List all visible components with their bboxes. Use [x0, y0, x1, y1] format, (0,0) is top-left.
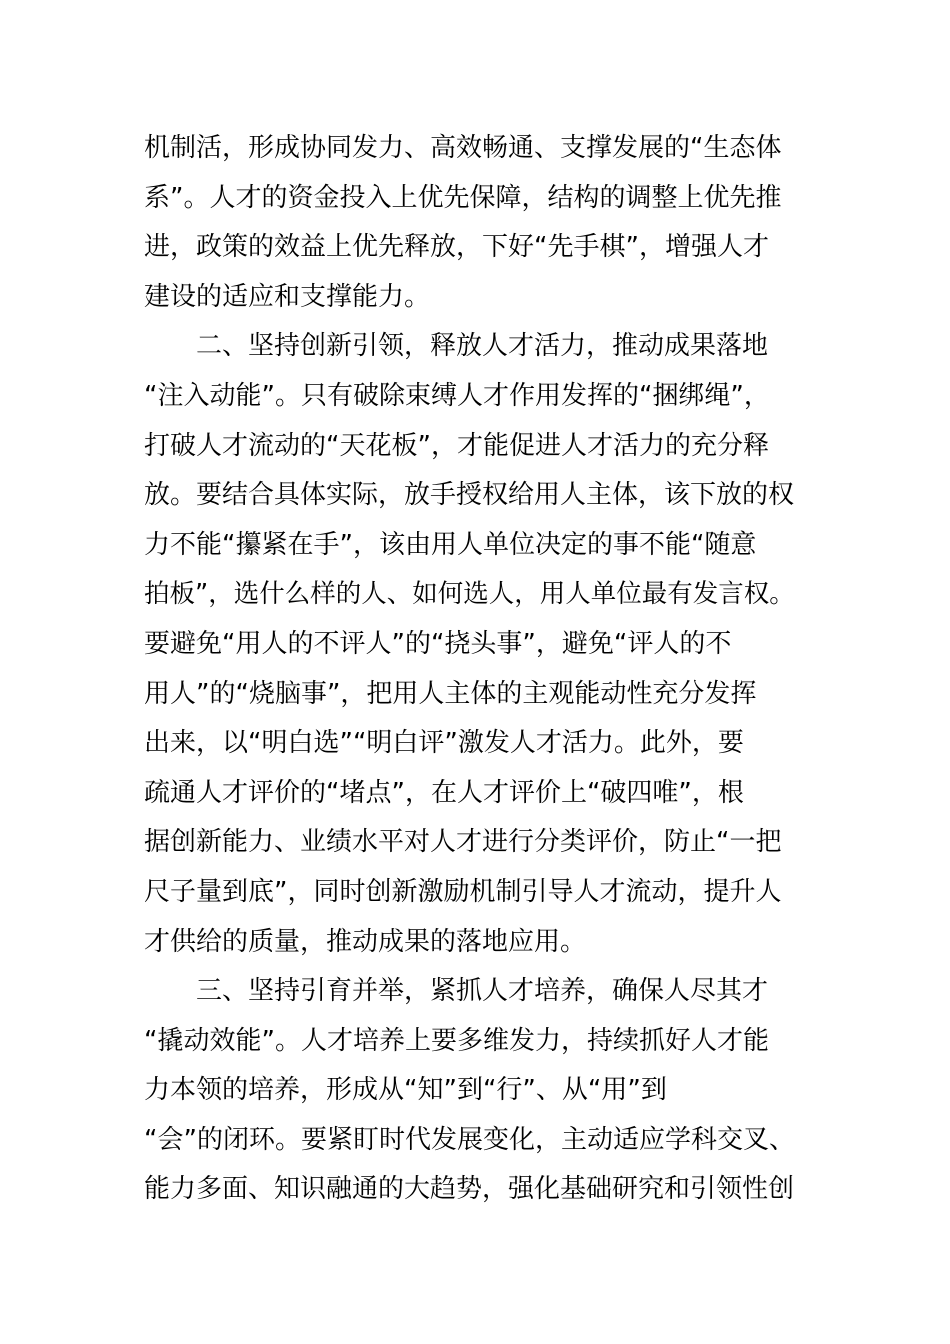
text-line: 拍板”，选什么样的人、如何选人，用人单位最有发言权。	[144, 579, 795, 610]
text-line: 出来，以“明白选”“明白评”激发人才活力。此外，要	[144, 728, 744, 759]
section-heading-line: 二、坚持创新引领，释放人才活力，推动成果落地	[144, 331, 769, 362]
text-line: 才供给的质量，推动成果的落地应用。	[144, 926, 587, 957]
text-line: 力本领的培养，形成从“知”到“行”、从“用”到	[144, 1075, 667, 1106]
text-line: 用人”的“烧脑事”，把用人主体的主观能动性充分发挥	[144, 678, 757, 709]
text-line: 能力多面、知识融通的大趋势，强化基础研究和引领性创	[144, 1174, 795, 1205]
text-line: 进，政策的效益上优先释放，下好“先手棋”，增强人才	[144, 232, 769, 263]
text-line: 建设的适应和支撑能力。	[144, 281, 431, 312]
text-line: 疏通人才评价的“堵点”，在人才评价上“破四唯”，根	[144, 777, 744, 808]
text-line: 打破人才流动的“天花板”，才能促进人才活力的充分释	[144, 430, 769, 461]
text-line: 力不能“攥紧在手”，该由用人单位决定的事不能“随意	[144, 529, 757, 560]
body-text	[144, 124, 804, 1215]
text-line: 尺子量到底”，同时创新激励机制引导人才流动，提升人	[144, 876, 782, 907]
text-line: 要避免“用人的不评人”的“挠头事”，避免“评人的不	[144, 628, 732, 659]
text-line: 放。要结合具体实际，放手授权给用人主体，该下放的权	[144, 480, 795, 511]
text-line: “注入动能”。只有破除束缚人才作用发挥的“捆绑绳”，	[144, 380, 770, 411]
text-line: 系”。人才的资金投入上优先保障，结构的调整上优先推	[144, 182, 782, 213]
text-line: “会”的闭环。要紧盯时代发展变化，主动适应学科交叉、	[144, 1124, 795, 1155]
section-heading-line: 三、坚持引育并举，紧抓人才培养，确保人尽其才	[144, 976, 769, 1007]
text-line: 机制活，形成协同发力、高效畅通、支撑发展的“生态体	[144, 133, 782, 163]
text-line: “撬动效能”。人才培养上要多维发力，持续抓好人才能	[144, 1025, 769, 1056]
text-line: 据创新能力、业绩水平对人才进行分类评价，防止“一把	[144, 827, 782, 858]
